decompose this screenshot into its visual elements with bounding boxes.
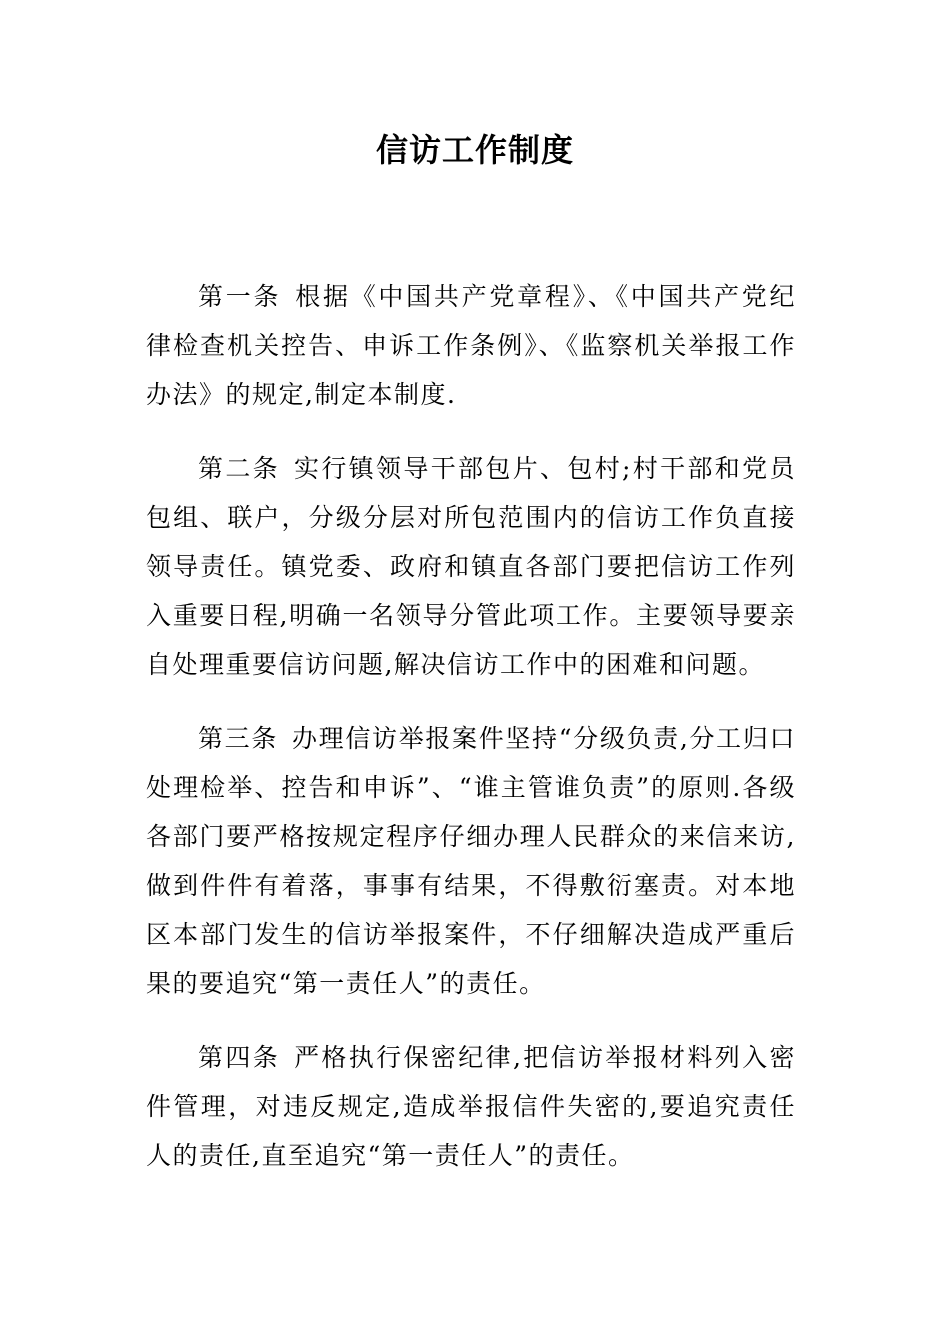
document-body	[146, 272, 796, 1205]
article-text: 根据《中国共产党章程》、《中国共产党纪律检查机关控告、申诉工作条例》、《监察机关举报工作办法》的规定,制定本制度.	[146, 282, 796, 409]
article-label: 第四条	[198, 1043, 281, 1072]
article-4	[146, 1033, 796, 1180]
article-label: 第三条	[198, 724, 279, 753]
article-1	[146, 272, 796, 419]
document-title: 信访工作制度	[375, 131, 574, 169]
article-text: 严格执行保密纪律,把信访举报材料列入密件管理，对违反规定,造成举报信件失密的,要追究责任人的责任,直至追究“第一责任人”的责任。	[146, 1043, 796, 1170]
article-label: 第一条	[198, 282, 282, 311]
article-label: 第二条	[198, 454, 281, 483]
article-text: 办理信访举报案件坚持“分级负责,分工归口处理检举、控告和申诉”、“谁主管谁负责”的原则.各级各部门要严格按规定程序仔细办理人民群众的来信来访,做到件件有着落，事事有结果，不得敷衍塞责。对本地区本部门发生的信访举报案件，不仔细解决造成严重后果的要追究“第一责任人”的责任。	[146, 724, 796, 998]
article-2	[146, 444, 796, 689]
article-3	[146, 714, 796, 1008]
article-text: 实行镇领导干部包片、包村;村干部和党员包组、联户，分级分层对所包范围内的信访工作负直接领导责任。镇党委、政府和镇直各部门要把信访工作列入重要日程,明确一名领导分管此项工作。主要领导要亲自处理重要信访问题,解决信访工作中的困难和问题。	[146, 454, 796, 679]
